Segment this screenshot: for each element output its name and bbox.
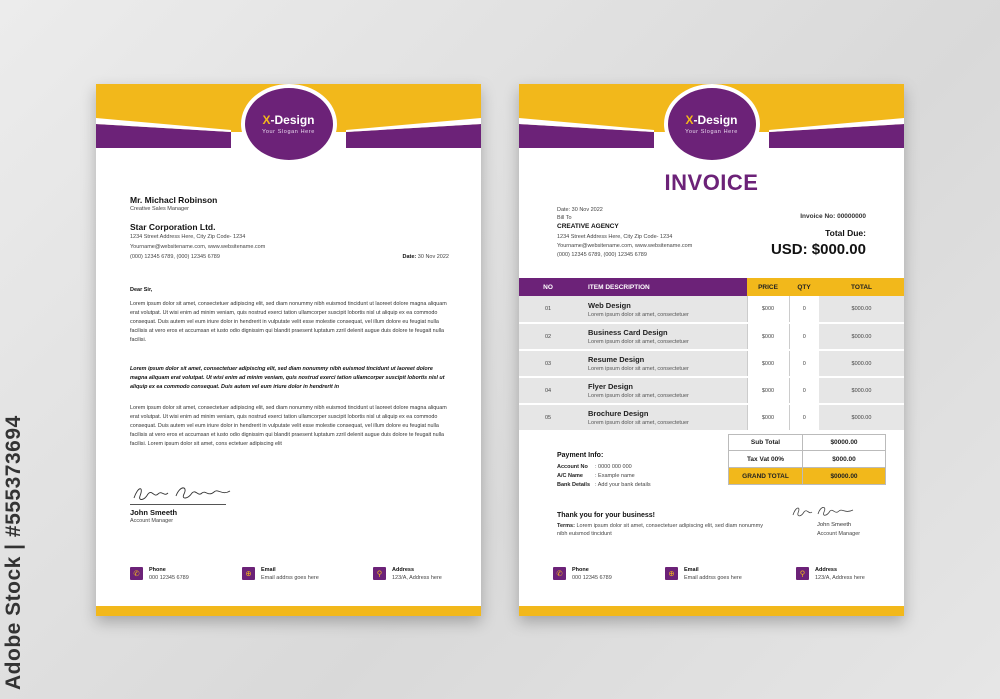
bill-to-name: CREATIVE AGENCY bbox=[557, 223, 619, 230]
contact-phone: ✆ Phone 000 12345 6789 bbox=[130, 567, 189, 581]
company-name: Star Corporation Ltd. bbox=[130, 222, 216, 232]
bill-to-phones: (000) 12345 6789, (000) 12345 6789 bbox=[557, 252, 647, 258]
signature-line bbox=[130, 504, 226, 505]
logo-slogan: Your Slogan Here bbox=[262, 129, 315, 135]
table-row: 04 Flyer Design Lorem ipsum dolor sit amet, consectetuer $000 0 $000.00 bbox=[519, 377, 904, 404]
letter-date: Date: 30 Nov 2022 bbox=[402, 254, 449, 260]
company-phones: (000) 12345 6789, (000) 12345 6789 bbox=[130, 254, 220, 260]
payment-ac-name: A/C Name : Example name bbox=[557, 473, 635, 479]
body-paragraph-3: Lorem ipsum dolor sit amet, consectetuer adipiscing elit, sed diam nonummy nibh euismod tincidunt ut laoreet dolore magna aliquam erat volutpat. Ut wisi enim ad minim veniam, quis nostrud exerci tation ullamcorper suscipit lobortis nisl ut aliquip ex ea commodo consequat. Duis autem vel eum iriure dolor in hendrerit in vulputate velit esse molestie consequat, vel illum dolore eu feugiat nulla facilisis at vero eros et accumsan et iusto odio dignissim qui blandit praesent luptatum zzril delenit augue duis dolore te feugait nulla facilisi. Lorem ipsum dolor sit amet, cons ectetuer adipiscing elit bbox=[130, 405, 447, 447]
logo-badge bbox=[241, 84, 337, 164]
payment-title: Payment Info: bbox=[557, 452, 604, 459]
signer-name: John Smeeth bbox=[817, 522, 852, 528]
location-icon: ⚲ bbox=[796, 567, 809, 580]
thanks-text: Thank you for your business! bbox=[557, 512, 656, 519]
table-row: 02 Business Card Design Lorem ipsum dolor sit amet, consectetuer $000 0 $000.00 bbox=[519, 323, 904, 350]
phone-icon: ✆ bbox=[130, 567, 143, 580]
invoice-title: INVOICE bbox=[664, 170, 759, 195]
col-description: ITEM DESCRIPTION bbox=[577, 278, 747, 296]
signer-role: Account Manager bbox=[817, 531, 861, 537]
bill-to-label: Bill To bbox=[557, 215, 572, 221]
logo-text: X-Design bbox=[685, 113, 738, 127]
col-total: TOTAL bbox=[819, 278, 904, 296]
company-web: Yourname@websitename.com, www.websitename.com bbox=[130, 244, 266, 250]
recipient-name: Mr. Michacl Robinson bbox=[130, 195, 218, 205]
body-paragraph-2: Lorem ipsum dolor sit amet, consectetuer adipiscing elit, sed diam nonummy nibh euismod tincidunt ut laoreet dolore magna aliquam erat volutpat. Ut wisi enim ad minim veniam, quis nostrud exerci tation ullamcorper suscipit lobortis nisl ut aliquip ex ea commodo consequat. Duis autem vel eum iriure dolor in hendrerit in bbox=[130, 366, 445, 390]
phone-icon: ✆ bbox=[553, 567, 566, 580]
logo-badge bbox=[664, 84, 760, 164]
contact-address: ⚲ Address 123/A, Address here bbox=[796, 567, 865, 581]
terms-text: Terms: Lorem ipsum dolor sit amet, consectetuer adipiscing elit, sed diam nonummy nibh euismod tincidunt bbox=[557, 523, 763, 537]
signer-name: John Smeeth bbox=[130, 508, 178, 517]
location-icon: ⚲ bbox=[373, 567, 386, 580]
invoice-date: Date: 30 Nov 2022 bbox=[557, 207, 603, 213]
footer-bar bbox=[519, 606, 904, 616]
bill-to-web: Yourname@websitename.com, www.websitename.com bbox=[557, 243, 693, 249]
payment-account-no: Account No : 0000 000 000 bbox=[557, 464, 632, 470]
stock-id-watermark: Adobe Stock | #555373694 bbox=[2, 415, 25, 690]
tax-row: Tax Vat 00% $000.00 bbox=[728, 451, 886, 468]
signer-role: Account Manager bbox=[130, 518, 174, 524]
payment-bank-details: Bank Details : Add your bank details bbox=[557, 482, 651, 488]
table-header bbox=[519, 278, 904, 296]
web-icon: ⊕ bbox=[665, 567, 678, 580]
invoice-page bbox=[519, 84, 904, 616]
contact-email: ⊕ Email Email addrss goes here bbox=[242, 567, 319, 581]
totals-box bbox=[728, 434, 886, 485]
items-table bbox=[519, 278, 904, 432]
col-qty: QTY bbox=[789, 278, 819, 296]
recipient-title: Creative Sales Manager bbox=[130, 206, 190, 212]
table-row: 03 Resume Design Lorem ipsum dolor sit amet, consectetuer $000 0 $000.00 bbox=[519, 350, 904, 377]
contact-phone: ✆ Phone 000 12345 6789 bbox=[553, 567, 612, 581]
body-paragraph-1: Lorem ipsum dolor sit amet, consectetuer adipiscing elit, sed diam nonummy nibh euismod tincidunt ut laoreet dolore magna aliquam erat volutpat. Ut wisi enim ad minim veniam, quis nostrud exerci tation ullamcorper suscipit lobortis nisl ut aliquip ex ea commodo consequat. Duis autem vel eum iriure dolor in hendrerit in vulputate velit esse molestie consequat, vel illum dolore eu feugiat nulla facilisis at vero eros et accumsan et iusto odio dignissim qui blandit praesent luptatum zzril delenit augue duis dolore te feugait nulla facilisi. bbox=[130, 301, 447, 343]
greeting: Dear Sir, bbox=[130, 287, 153, 293]
logo-text: X-Design bbox=[262, 113, 315, 127]
table-row: 01 Web Design Lorem ipsum dolor sit amet, consectetuer $000 0 $000.00 bbox=[519, 296, 904, 323]
company-address: 1234 Street Address Here, City Zip Code- 1234 bbox=[130, 234, 246, 240]
total-due-label: Total Due: bbox=[825, 228, 866, 238]
subtotal-row: Sub Total $0000.00 bbox=[728, 434, 886, 451]
logo-slogan: Your Slogan Here bbox=[685, 129, 738, 135]
letterhead-page bbox=[96, 84, 481, 616]
contact-email: ⊕ Email Email addrss goes here bbox=[665, 567, 742, 581]
table-row: 05 Brochure Design Lorem ipsum dolor sit amet, consectetuer $000 0 $000.00 bbox=[519, 404, 904, 431]
grand-total-row: GRAND TOTAL $0000.00 bbox=[728, 468, 886, 485]
col-price: PRICE bbox=[747, 278, 789, 296]
web-icon: ⊕ bbox=[242, 567, 255, 580]
signature-graphic bbox=[789, 502, 859, 522]
total-due-value: USD: $000.00 bbox=[770, 241, 866, 258]
invoice-number: Invoice No: 00000000 bbox=[800, 213, 866, 220]
footer-bar bbox=[96, 606, 481, 616]
col-no: NO bbox=[519, 278, 577, 296]
contact-address: ⚲ Address 123/A, Address here bbox=[373, 567, 442, 581]
bill-to-address: 1234 Street Address Here, City Zip Code- 1234 bbox=[557, 234, 673, 240]
signature-graphic bbox=[130, 482, 240, 506]
